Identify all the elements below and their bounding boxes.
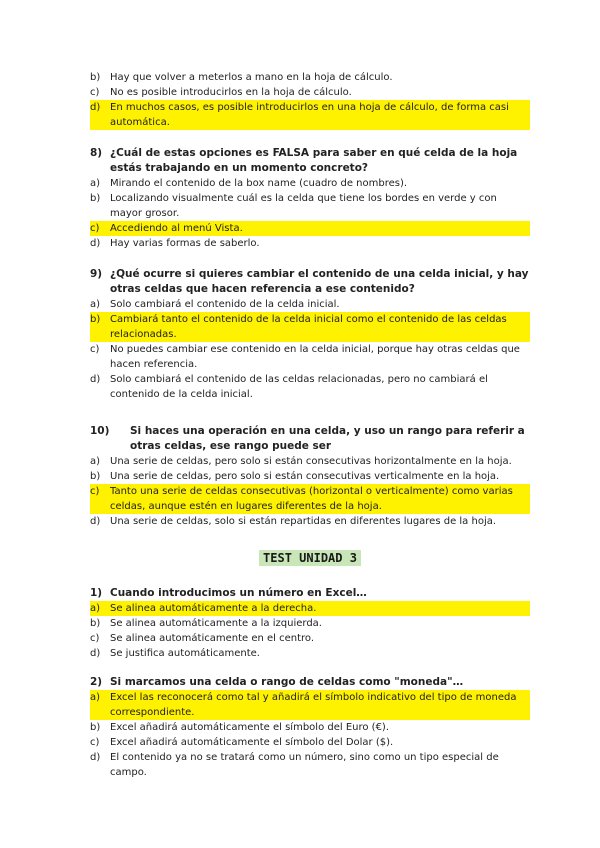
option-d	[90, 372, 530, 402]
option-text: Cambiará tanto el contenido de la celda inicial como el contenido de las celdas relacionadas.	[110, 312, 530, 342]
test3-question-1	[90, 586, 530, 661]
option-letter: c)	[90, 737, 100, 748]
option-text: Excel añadirá automáticamente el símbolo del Euro (€).	[110, 722, 390, 733]
question-text: Si haces una operación en una celda, y uso un rango para referir a otras celdas, ese rango puede ser	[130, 425, 525, 452]
question-number: 9)	[90, 268, 103, 280]
option-a	[90, 297, 530, 312]
option-text: Se justifica automáticamente.	[110, 648, 260, 659]
option-letter: d)	[90, 100, 110, 130]
question-10	[90, 424, 530, 529]
option-letter: a)	[90, 690, 110, 720]
section-heading-wrap	[90, 547, 530, 566]
option-text: Localizando visualmente cuál es la celda que tiene los bordes en verde y con mayor grosor.	[110, 193, 497, 219]
option-text: Hay varias formas de saberlo.	[110, 238, 260, 249]
option-letter: b)	[90, 72, 101, 83]
question-heading	[90, 424, 530, 454]
option-letter: b)	[90, 722, 101, 733]
option-letter: b)	[90, 471, 101, 482]
option-letter: a)	[90, 178, 101, 189]
question-heading	[90, 267, 530, 297]
option-text: Una serie de celdas, pero solo si están consecutivas horizontalmente en la hoja.	[110, 456, 512, 467]
option-letter: d)	[90, 516, 101, 527]
question-text: Si marcamos una celda o rango de celdas como "moneda"…	[110, 676, 464, 688]
question-heading	[90, 146, 530, 176]
option-text: Se alinea automáticamente a la derecha.	[110, 601, 530, 616]
option-text: Excel añadirá automáticamente el símbolo del Dolar ($).	[110, 737, 394, 748]
question-text: ¿Cuál de estas opciones es FALSA para saber en qué celda de la hoja estás trabajando en un momento concreto?	[110, 147, 518, 174]
option-b-correct	[90, 312, 530, 342]
option-letter: c)	[90, 484, 110, 514]
test3-question-2	[90, 675, 530, 780]
option-text: Tanto una serie de celdas consecutivas (horizontal o verticalmente) como varias celdas, aunque estén en lugares diferentes de la hoja.	[110, 484, 530, 514]
option-text: No es posible introducirlos en la hoja de cálculo.	[110, 87, 352, 98]
option-a-correct	[90, 601, 530, 616]
option-letter: c)	[90, 633, 100, 644]
option-b	[90, 616, 530, 631]
option-c	[90, 735, 530, 750]
option-c	[90, 85, 530, 100]
option-text: Se alinea automáticamente en el centro.	[110, 633, 315, 644]
question-9	[90, 267, 530, 402]
option-text: Una serie de celdas, solo si están repartidas en diferentes lugares de la hoja.	[110, 516, 497, 527]
option-letter: c)	[90, 221, 110, 236]
option-text: Se alinea automáticamente a la izquierda.	[110, 618, 322, 629]
option-text: En muchos casos, es posible introducirlos en una hoja de cálculo, de forma casi automática.	[110, 100, 530, 130]
option-text: Hay que volver a meterlos a mano en la hoja de cálculo.	[110, 72, 393, 83]
question-8	[90, 146, 530, 251]
option-b	[90, 469, 530, 484]
option-text: El contenido ya no se tratará como un número, sino como un tipo especial de campo.	[110, 752, 499, 778]
option-b	[90, 191, 530, 221]
option-letter: a)	[90, 299, 101, 310]
option-c-correct	[90, 221, 530, 236]
option-text: Una serie de celdas, pero solo si están consecutivas verticalmente en la hoja.	[110, 471, 500, 482]
option-text: No puedes cambiar ese contenido en la celda inicial, porque hay otras celdas que hacen referencia.	[110, 344, 520, 370]
option-b	[90, 70, 530, 85]
option-text: Accediendo al menú Vista.	[110, 221, 530, 236]
option-letter: c)	[90, 344, 100, 355]
question-heading	[90, 586, 530, 601]
question-number: 1)	[90, 587, 103, 599]
option-d	[90, 514, 530, 529]
option-letter: b)	[90, 193, 101, 204]
option-c	[90, 342, 530, 372]
option-letter: d)	[90, 752, 101, 763]
option-d-correct	[90, 100, 530, 130]
option-letter: d)	[90, 648, 101, 659]
question-number: 2)	[90, 676, 103, 688]
option-letter: a)	[90, 456, 101, 467]
question-text: Cuando introducimos un número en Excel…	[110, 587, 367, 599]
option-text: Mirando el contenido de la box name (cuadro de nombres).	[110, 178, 408, 189]
option-text: Excel las reconocerá como tal y añadirá el símbolo indicativo del tipo de moneda correspondiente.	[110, 690, 530, 720]
option-a	[90, 176, 530, 191]
option-a	[90, 454, 530, 469]
option-letter: d)	[90, 238, 101, 249]
option-d	[90, 750, 530, 780]
option-c-correct	[90, 484, 530, 514]
option-c	[90, 631, 530, 646]
page-content	[90, 70, 530, 780]
option-letter: b)	[90, 312, 110, 342]
option-a-correct	[90, 690, 530, 720]
question-number: 8)	[90, 147, 103, 159]
option-letter: b)	[90, 618, 101, 629]
option-d	[90, 236, 530, 251]
question-number: 10)	[90, 425, 110, 437]
option-text: Solo cambiará el contenido de las celdas relacionadas, pero no cambiará el contenido de la celda inicial.	[110, 374, 488, 400]
option-letter: c)	[90, 87, 100, 98]
option-letter: d)	[90, 374, 101, 385]
option-d	[90, 646, 530, 661]
option-text: Solo cambiará el contenido de la celda inicial.	[110, 299, 340, 310]
option-letter: a)	[90, 601, 110, 616]
section-heading: TEST UNIDAD 3	[259, 550, 361, 566]
option-b	[90, 720, 530, 735]
question-block-top	[90, 70, 530, 130]
question-text: ¿Qué ocurre si quieres cambiar el contenido de una celda inicial, y hay otras celdas que hacen referencia a ese contenido?	[110, 268, 529, 295]
question-heading	[90, 675, 530, 690]
